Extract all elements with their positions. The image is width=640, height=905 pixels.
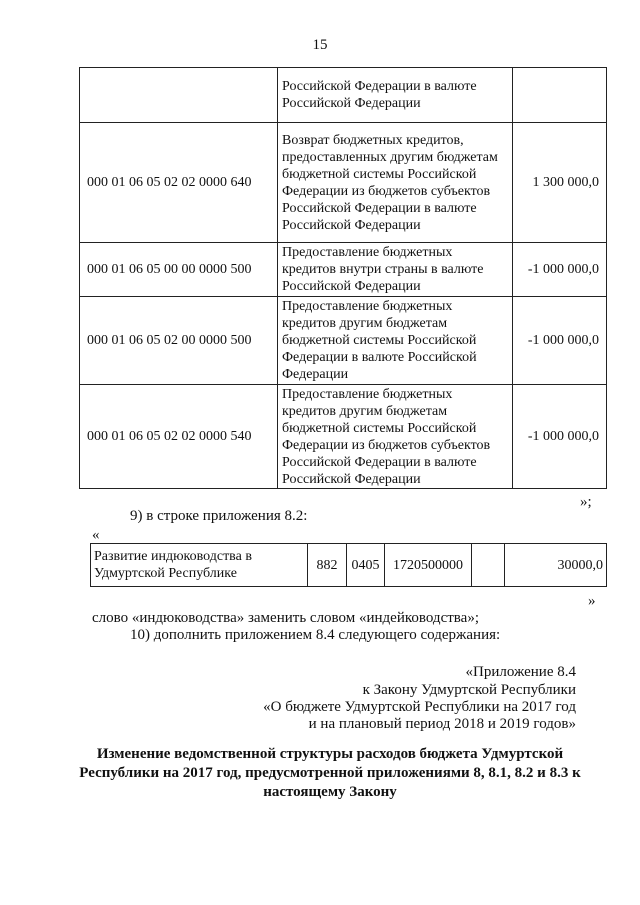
row-target-code: 1720500000 xyxy=(385,544,472,587)
row-name: Возврат бюджетных кредитов, предоставленных другим бюджетам бюджетной системы Российской Федерации из бюджетов субъектов Российской Федерации в валюте Российской Федерации xyxy=(278,123,513,243)
sources-table xyxy=(79,67,607,489)
row-name: Предоставление бюджетных кредитов внутри страны в валюте Российской Федерации xyxy=(278,243,513,297)
row-section-code: 0405 xyxy=(347,544,385,587)
row-sum: -1 000 000,0 xyxy=(513,297,607,385)
opening-quote: « xyxy=(92,527,100,543)
closing-quote: » xyxy=(588,593,596,609)
page-number: 15 xyxy=(312,37,328,53)
appendix-law-line: к Закону Удмуртской Республики xyxy=(362,682,576,698)
replace-text: слово «индюководства» заменить словом «индейководства»; xyxy=(92,610,479,626)
row-name: Развитие индюководства в Удмуртской Республике xyxy=(91,544,308,587)
row-sum: -1 000 000,0 xyxy=(513,385,607,489)
row-sum xyxy=(513,68,607,123)
row-expense-type xyxy=(472,544,505,587)
row-sum: 30000,0 xyxy=(505,544,607,587)
item-9-text: 9) в строке приложения 8.2: xyxy=(130,508,308,524)
appendix-title: «Приложение 8.4 xyxy=(465,664,576,680)
table-row xyxy=(80,123,607,243)
closing-quote: »; xyxy=(580,494,592,510)
section-heading: Изменение ведомственной структуры расходов бюджета Удмуртской Республики на 2017 год, предусмотренной приложениями 8, 8.1, 8.2 и 8.3 к настоящему Закону xyxy=(79,746,581,800)
row-sum: 1 300 000,0 xyxy=(513,123,607,243)
row-ministry-code: 882 xyxy=(308,544,347,587)
row-code xyxy=(80,68,278,123)
table-row xyxy=(80,243,607,297)
row-name: Российской Федерации в валюте Российской Федерации xyxy=(278,68,513,123)
row-code: 000 01 06 05 02 00 0000 500 xyxy=(80,297,278,385)
row-code: 000 01 06 05 02 02 0000 540 xyxy=(80,385,278,489)
row-name: Предоставление бюджетных кредитов другим бюджетам бюджетной системы Российской Федерации в валюте Российской Федерации xyxy=(278,297,513,385)
appendix-8-2-row-table xyxy=(90,543,607,587)
appendix-period: и на плановый период 2018 и 2019 годов» xyxy=(308,716,576,732)
table-row xyxy=(80,385,607,489)
table-row xyxy=(80,297,607,385)
item-10-text: 10) дополнить приложением 8.4 следующего содержания: xyxy=(130,627,501,643)
row-code: 000 01 06 05 00 00 0000 500 xyxy=(80,243,278,297)
row-sum: -1 000 000,0 xyxy=(513,243,607,297)
table-row xyxy=(80,68,607,123)
table-row xyxy=(91,544,607,587)
appendix-law-name: «О бюджете Удмуртской Республики на 2017 год xyxy=(263,699,576,715)
row-code: 000 01 06 05 02 02 0000 640 xyxy=(80,123,278,243)
row-name: Предоставление бюджетных кредитов другим бюджетам бюджетной системы Российской Федерации из бюджетов субъектов Российской Федерации в валюте Российской Федерации xyxy=(278,385,513,489)
